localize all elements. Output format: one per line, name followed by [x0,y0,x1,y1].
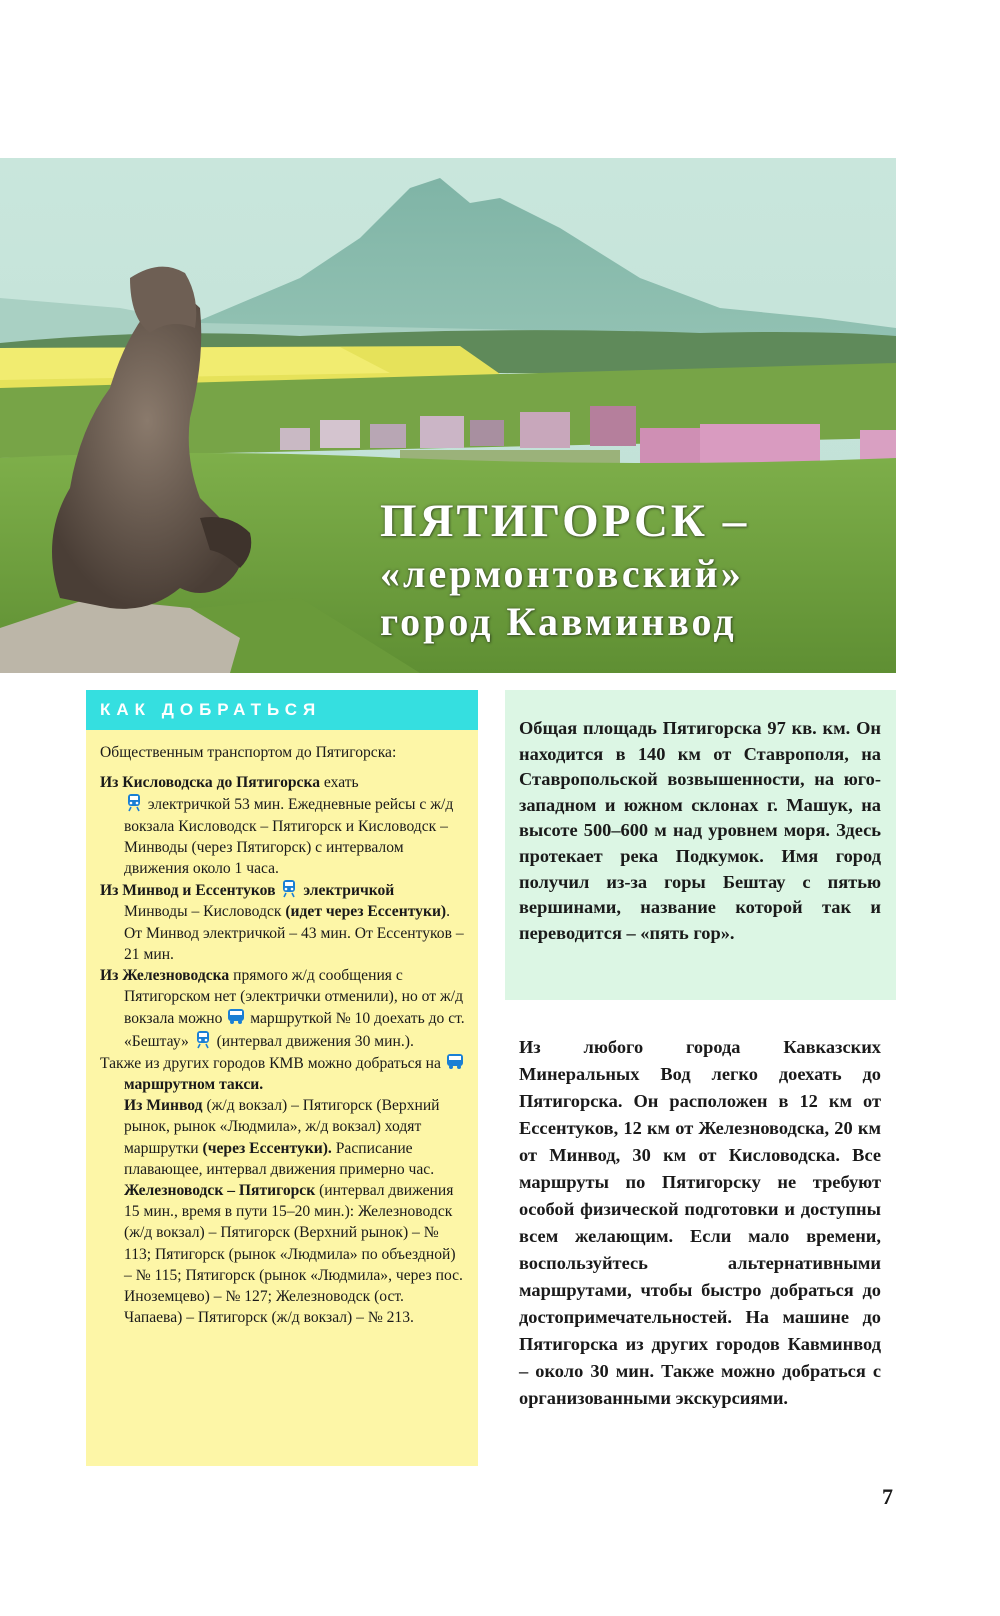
route-minvody-text2: . От Минвод электричкой – 43 мин. От Ессентуков – 21 мин. [124,903,464,963]
title-line-2: «лермонтовский» [380,551,744,596]
route-others [100,1052,466,1095]
route-kislovodsk [100,772,466,879]
route-zh-lead: Железноводск – Пятигорск [124,1182,316,1200]
route-minvody-lead: Из Минвод и Ессентуков [100,882,276,900]
title-line-3: город Кавминвод [380,599,737,644]
train-icon [124,793,144,812]
route-kislovodsk-lead: Из Кисловодска до Пятигорска [100,774,321,792]
how-to-get-body [86,730,478,1328]
route-kislovodsk-text1: ехать [320,774,359,792]
hero-photo [0,158,896,673]
how-to-get-panel [86,690,478,1466]
bus-icon [445,1052,465,1071]
page-number: 7 [882,1484,893,1509]
main-text: Из любого города Кавказских Минеральных Вод легко доехать до Пятигорска. Он расположен в 12 км от Ессентуков, 12 км от Железноводска, 20 км от Минвод, 30 км от Кисловодска. Все маршруты по Пятигорску не требуют особой физической подготовки и доступны всем желающим. Если мало времени, воспользуйтесь альтернативными маршрутами, чтобы быстро добраться до достопримечательностей. На машине до Пятигорска из других городов Кавминвод – около 30 мин. Также можно добраться с организованными экскурсиями. [519,1037,881,1408]
train-icon [193,1030,213,1049]
route-others-bold1: маршрутном такси. [124,1076,264,1094]
facts-box [505,690,896,1000]
route-zheleznovodsk-lead: Из Железноводска [100,967,230,985]
route-minvody-bold1: (идет через Ессентуки) [285,903,447,921]
route-zh-text1: (интервал движения 15 мин., время в пути 15–20 мин.): Железноводск (ж/д вокзал) – Пятигорск (Верхний рынок) – № 113; Пятигорск (рынок «Людмила» по объездной) – № 115; Пятигорск (рынок «Людмила», через пос. Иноземцево) – № 127; Железноводск (ост. Чапаева) – Пятигорск (ж/д вокзал) – № 213. [124,1182,463,1327]
route-zh-marshrutka [100,1180,466,1328]
route-minvod-lead: Из Минвод [124,1097,203,1115]
route-zheleznovodsk-text3: (интервал движения 30 мин.). [212,1032,414,1050]
route-minvody-lead2: электричкой [299,882,395,900]
route-minvody-text1: Минводы – Кисловодск [124,903,286,921]
route-zheleznovodsk-text2: маршруткой № 10 доехать до ст. «Бештау» [124,1010,465,1050]
route-others-text1: Также из других городов КМВ можно добраться на [100,1054,441,1072]
train-icon [279,879,299,898]
route-minvod-bold1: (через Ессентуки). [202,1139,332,1157]
route-minvod-text2: Расписание плавающее, интервал движения примерно час. [124,1139,435,1178]
route-minvod-marshrutka [100,1095,466,1180]
route-zheleznovodsk-text1: прямого ж/д сообщения с Пятигорском нет (электрички отменили), но от ж/д вокзала можно [124,967,464,1028]
bus-icon [226,1007,246,1026]
intro-text: Общественным транспортом до Пятигорска: [100,744,397,761]
title-line-1: ПЯТИГОРСК – [380,495,750,547]
hero-title [380,496,890,646]
route-kislovodsk-text2: электричкой 53 мин. Ежедневные рейсы с ж/д вокзала Кисловодск – Пятигорск и Кисловодск – Минводы (через Пятигорск) с интервалом движения около 1 часа. [124,796,454,878]
route-zheleznovodsk [100,965,466,1052]
route-minvod-text1: (ж/д вокзал) – Пятигорск (Верхний рынок, рынок «Людмила», ж/д вокзал) ходят маршрутки [124,1097,440,1157]
facts-text: Общая площадь Пятигорска 97 кв. км. Он находится в 140 км от Ставрополя, на Ставропольской возвышенности, на юго-западном и южном склонах г. Машук, на высоте 500–600 м над уровнем моря. Здесь протекает река Подкумок. Имя город получил из-за горы Бештау с пятью вершинами, название которой так и переводится – «пять гор». [519,718,881,943]
route-minvody [100,879,466,965]
how-to-get-heading: КАК ДОБРАТЬСЯ [86,690,478,730]
